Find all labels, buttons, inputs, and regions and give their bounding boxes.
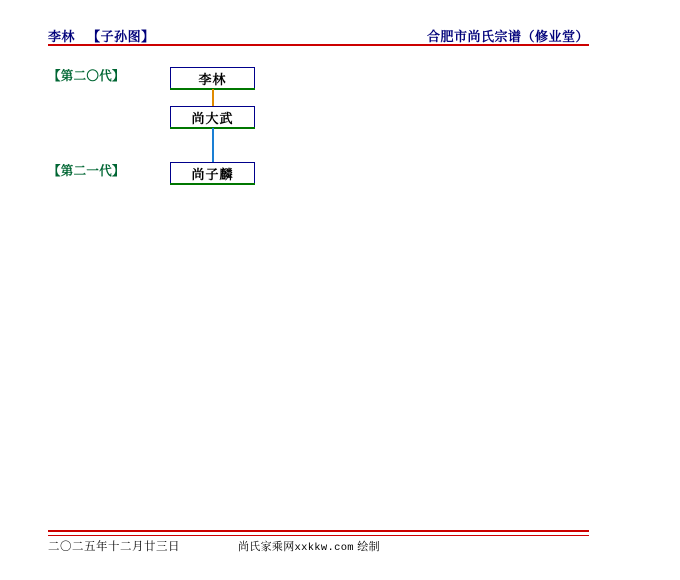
header-divider bbox=[48, 44, 589, 46]
chart-type-label: 【子孙图】 bbox=[87, 29, 155, 44]
footer-date: 二〇二五年十二月廿三日 bbox=[48, 541, 180, 553]
footer-credit-url[interactable]: xxkkw.com bbox=[294, 542, 354, 554]
footer-credit-prefix: 尚氏家乘网 bbox=[238, 541, 295, 553]
name-underline bbox=[170, 183, 255, 185]
person-name: 李林 bbox=[48, 29, 76, 44]
tree-node-li-lin[interactable] bbox=[170, 67, 255, 89]
tree-node-shang-zilin[interactable] bbox=[170, 162, 255, 184]
book-title: 合肥市尚氏宗谱（修业堂） bbox=[426, 29, 589, 44]
child-connector bbox=[212, 128, 214, 162]
tree-node-label: 李林 bbox=[198, 71, 227, 87]
generation-label-20: 【第二〇代】 bbox=[48, 69, 125, 83]
tree-node-label: 尚子麟 bbox=[191, 166, 234, 182]
page-footer bbox=[48, 538, 589, 554]
footer-credit-suffix: 绘制 bbox=[357, 541, 380, 553]
footer-divider-thin bbox=[48, 535, 589, 536]
tree-node-label: 尚大武 bbox=[191, 110, 234, 126]
header-left-group bbox=[48, 26, 155, 45]
spouse-connector bbox=[212, 89, 214, 106]
footer-credit bbox=[238, 538, 380, 554]
page-header bbox=[48, 26, 589, 45]
tree-node-shang-dawu[interactable] bbox=[170, 106, 255, 128]
generation-label-21: 【第二一代】 bbox=[48, 164, 125, 178]
footer-divider-thick bbox=[48, 530, 589, 532]
